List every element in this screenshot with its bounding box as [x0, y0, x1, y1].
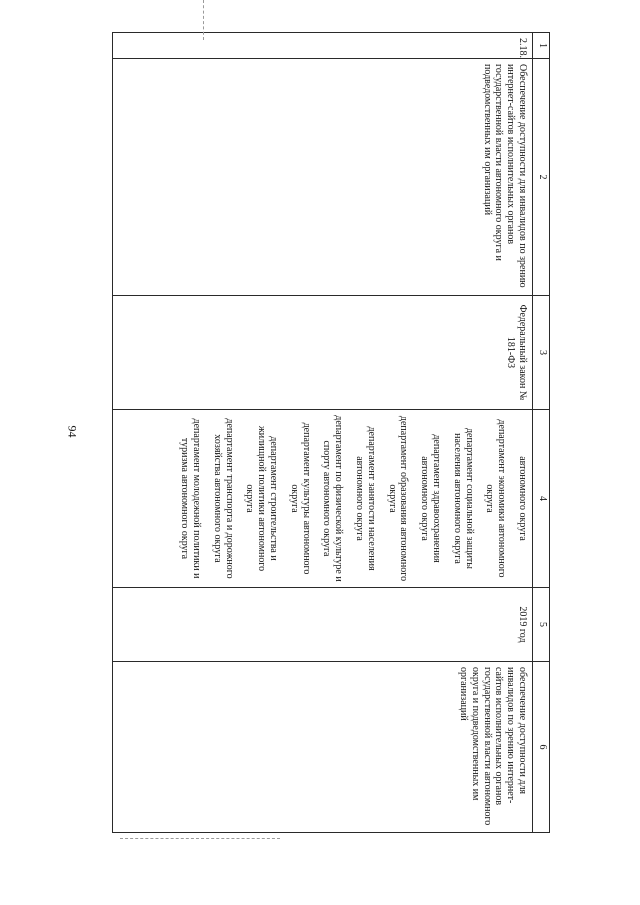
department-item: департамент транспорта и дорожного хозяйства автономного округа: [211, 418, 235, 579]
header-col-6: 6: [533, 662, 550, 833]
department-item: автономного округа: [517, 456, 528, 541]
row-number: 2.18.: [113, 33, 533, 59]
rotated-table-container: [90, 32, 550, 832]
department-item: департамент образования автономного округа: [386, 415, 410, 582]
data-table: [112, 32, 550, 833]
department-item: департамент по физической культуре и спорту автономного округа: [321, 415, 345, 582]
header-col-3: 3: [533, 296, 550, 410]
measure-name: Обеспечение доступности для инвалидов по зрению интернет-сайтов исполнительных органов государственной власти автономного округа и подведомственных им организаций: [113, 59, 533, 296]
department-item: департамент социальной защиты населения автономного округа: [451, 427, 475, 570]
department-item: департамент культуры автономного округа: [288, 422, 312, 575]
department-item: департамент строительства и жилищной политики автономного округа: [244, 425, 280, 572]
header-col-2: 2: [533, 59, 550, 296]
expected-result: обеспечение доступности для инвалидов по зрению интернет-сайтов исполнительных органов государственной власти автономного округа и подведомственных им организаций: [113, 662, 533, 833]
header-col-4: 4: [533, 410, 550, 588]
department-item: департамент экономики автономного округа: [484, 419, 508, 578]
department-item: департамент занятости населения автономного округа: [354, 426, 377, 571]
table-header-row: [533, 33, 550, 833]
responsible-departments: [113, 410, 533, 588]
deadline: 2019 год: [113, 588, 533, 662]
header-col-1: 1: [533, 33, 550, 59]
scan-artifact-line: [120, 838, 280, 839]
legal-basis: Федеральный закон № 181-ФЗ: [113, 296, 533, 410]
scan-artifact-line: [203, 0, 204, 40]
table-row: [113, 33, 533, 833]
department-item: департамент здравоохранения автономного округа: [419, 434, 443, 563]
department-item: департамент молодежной политики и туризма автономного округа: [179, 418, 203, 579]
header-col-5: 5: [533, 588, 550, 662]
page-number: 94: [65, 425, 80, 438]
